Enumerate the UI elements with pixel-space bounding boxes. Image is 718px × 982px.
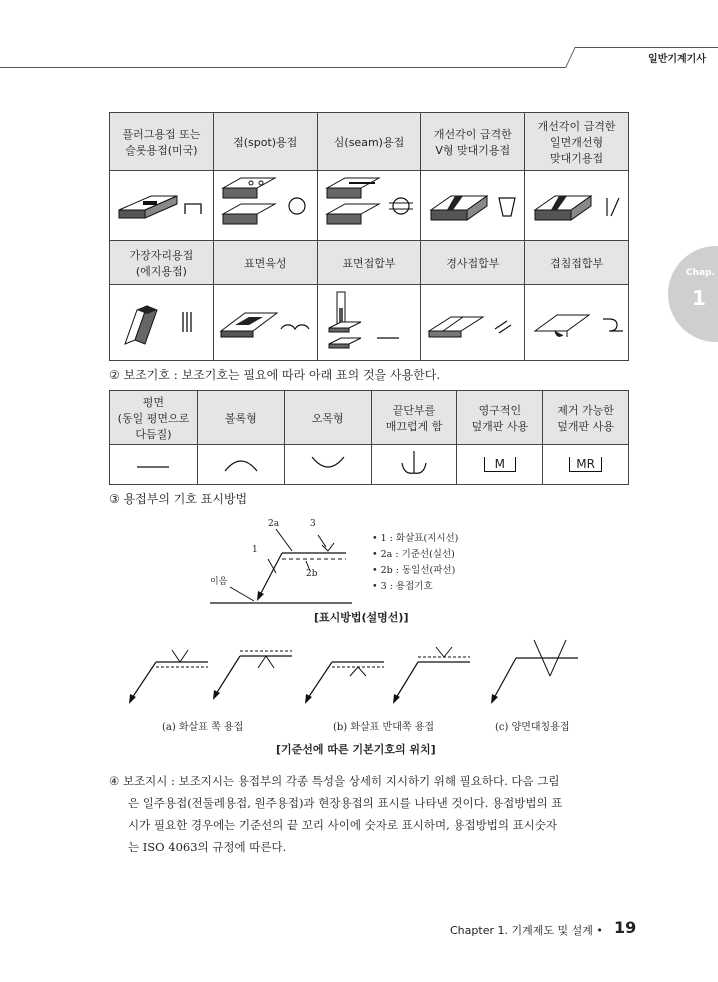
section4-line: 시가 필요한 경우에는 기준선의 끝 꼬리 사이에 숫자로 표시하며, 용접방법의 표시숫자	[128, 818, 558, 832]
section2-text: : 보조기호는 필요에 따라 아래 표의 것을 사용한다.	[169, 368, 441, 382]
section4-line: 은 일주용접(전둘레용접, 원주용접)과 현장용접의 표시를 나타낸 것이다. 용접방법의 표	[128, 796, 563, 810]
page-number: 19	[614, 918, 637, 937]
header-cell: 개선각이 급격한 V형 맞대기용접	[421, 113, 525, 171]
header-cell: 끝단부를 매끄럽게 함	[371, 391, 457, 445]
figure-caption-1: [표시방법(설명선)]	[314, 611, 409, 624]
header-cell: 볼록형	[197, 391, 284, 445]
section4-prefix: ④	[109, 774, 123, 788]
designation-diagram	[200, 515, 360, 607]
subcaption-a: (a) 화살표 쪽 용접	[162, 722, 244, 733]
convex-symbol	[211, 451, 271, 475]
removable-backing-cell	[543, 445, 629, 485]
designation-legend	[372, 531, 458, 595]
chapter-tab-label: Chap.	[686, 268, 715, 278]
bevel-butt-weld-cell	[525, 171, 629, 241]
section4-paragraph	[109, 770, 631, 858]
surfacing-illustration	[215, 291, 315, 351]
callout-3: 3	[310, 519, 316, 529]
spot-weld-illustration	[215, 172, 315, 236]
legend-item: • 2a : 기준선(실선)	[372, 549, 455, 560]
header-cell: 표면접합부	[317, 241, 421, 285]
header-cell: 표면육성	[213, 241, 317, 285]
subcaption-c: (c) 양면대칭용접	[495, 722, 570, 733]
auxiliary-symbol-table	[109, 390, 629, 485]
seam-weld-illustration	[319, 172, 419, 236]
flat-symbol	[123, 451, 183, 475]
removable-backing-symbol: MR	[569, 457, 602, 472]
weld-symbol-table	[109, 112, 629, 361]
header-cell: 경사접합부	[421, 241, 525, 285]
permanent-backing-cell	[457, 445, 543, 485]
plug-weld-cell	[110, 171, 214, 241]
edge-weld-illustration	[111, 288, 211, 354]
inclined-joint-cell	[421, 285, 525, 361]
legend-item: • 2b : 동일선(파선)	[372, 565, 456, 576]
header-cell: 겹침접합부	[525, 241, 629, 285]
section4-line: 는 ISO 4063의 규정에 따른다.	[128, 840, 287, 854]
fold-joint-cell	[525, 285, 629, 361]
flat-symbol-cell	[110, 445, 198, 485]
callout-1: 1	[252, 545, 258, 555]
header-cell: 영구적인 덮개판 사용	[457, 391, 543, 445]
bevel-butt-weld-illustration	[527, 174, 627, 234]
header-title: 일반기계기사	[648, 54, 706, 65]
spot-weld-cell	[213, 171, 317, 241]
section3-heading: ③ 용접부의 기호 표시방법	[109, 492, 248, 506]
plug-weld-illustration	[111, 174, 211, 234]
concave-symbol-cell	[284, 445, 371, 485]
callout-joint: 이음	[210, 577, 228, 587]
symbol-position-diagrams	[120, 636, 620, 716]
convex-symbol-cell	[197, 445, 284, 485]
legend-item: • 3 : 용접기호	[372, 581, 433, 592]
figure-caption-2: [기준선에 따른 기본기호의 위치]	[276, 743, 436, 756]
section4-label: 보조지시	[122, 774, 168, 788]
header-cell: 심(seam)용접	[317, 113, 421, 171]
edge-weld-cell	[110, 285, 214, 361]
chapter-tab	[668, 246, 718, 342]
surfacing-cell	[213, 285, 317, 361]
header-cell: 오목형	[284, 391, 371, 445]
inclined-joint-illustration	[423, 291, 523, 351]
permanent-backing-symbol: M	[484, 457, 516, 472]
section4-line: : 보조지시는 용접부의 각종 특성을 상세히 지시하기 위해 필요하다. 다음 그림	[167, 774, 560, 788]
section2-prefix: ②	[109, 368, 124, 382]
header-cell: 점(spot)용접	[213, 113, 317, 171]
fold-joint-illustration	[527, 291, 627, 351]
seam-weld-cell	[317, 171, 421, 241]
smooth-toe-symbol-cell	[371, 445, 457, 485]
concave-symbol	[298, 451, 358, 475]
callout-2b: 2b	[306, 569, 318, 579]
header-cell: 가장자리용접 (에지용접)	[110, 241, 214, 285]
section2-label: 보조기호	[123, 368, 170, 382]
header-cell: 평면 (동일 평면으로 다듬질)	[110, 391, 198, 445]
v-butt-weld-illustration	[423, 174, 523, 234]
header-cell: 개선각이 급격한 일면개선형 맞대기용접	[525, 113, 629, 171]
header-cell: 제거 가능한 덮개판 사용	[543, 391, 629, 445]
footer-chapter: Chapter 1. 기계제도 및 설계 •	[450, 924, 603, 937]
header-cell: 플러그용접 또는 슬롯용접(미국)	[110, 113, 214, 171]
section2-heading	[109, 366, 440, 383]
callout-2a: 2a	[268, 519, 280, 529]
surface-joint-illustration	[319, 286, 419, 356]
v-butt-weld-cell	[421, 171, 525, 241]
chapter-tab-number: 1	[692, 286, 706, 310]
subcaption-b: (b) 화살표 반대쪽 용접	[333, 722, 435, 733]
smooth-toe-symbol	[384, 449, 444, 477]
legend-item: • 1 : 화살표(지시선)	[372, 533, 459, 544]
surface-joint-cell	[317, 285, 421, 361]
